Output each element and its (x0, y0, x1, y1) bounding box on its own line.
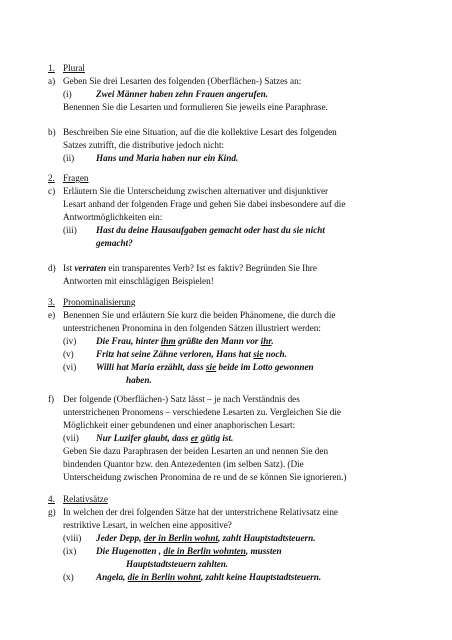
example-number: (ix) (63, 546, 77, 556)
underlined-pronoun: ihm (160, 336, 176, 346)
example-number: (viii) (63, 533, 82, 543)
section-pronominalisierung (48, 296, 418, 387)
underlined-relative-clause: die in Berlin wohnt (127, 572, 201, 582)
task-e-text: Benennen Sie und erläutern Sie kurz die beiden Phänomene, die durch die (63, 310, 336, 320)
example-vii (48, 432, 418, 445)
task-label-g: g) (48, 507, 56, 517)
example-iv (48, 335, 418, 348)
underlined-pronoun: sie (253, 349, 264, 359)
section-number: 4. (48, 494, 55, 504)
task-c-text: Antwortmöglichkeiten ein: (63, 212, 163, 222)
example-sentence: Nur Luzifer glaubt, dass er gütig ist. (96, 433, 234, 443)
task-f-text: bindenden Quantor bzw. den Antezedenten (im selben Satz). (Die (63, 459, 304, 469)
example-ii (48, 152, 418, 165)
task-a-text: Geben Sie drei Lesarten des folgenden (Oberflächen-) Satzes an: (63, 76, 302, 86)
task-g-text: In welchen der drei folgenden Sätze hat der unterstrichene Relativsatz eine (63, 507, 338, 517)
example-sentence-continued: gemacht? (96, 238, 133, 248)
section-number: 1. (48, 63, 55, 73)
task-label-d: d) (48, 263, 56, 273)
task-label-c: c) (48, 186, 56, 196)
example-number: (x) (63, 572, 74, 582)
example-vi (48, 361, 418, 374)
example-iii (48, 224, 418, 237)
underlined-pronoun: ihr (260, 336, 272, 346)
example-sentence: Willi hat Maria erzählt, dass sie beide im Lotto gewonnen (96, 362, 314, 372)
example-sentence: Die Frau, hinter ihm grüßte den Mann vor ihr. (96, 336, 274, 346)
example-sentence: Die Hugenotten , die in Berlin wohnten, mussten (96, 546, 282, 556)
task-d-text: Antworten mit einschlägigen Beispielen! (63, 276, 214, 286)
example-number: (vii) (63, 433, 79, 443)
task-f-text: Der folgende (Oberflächen-) Satz lässt – je nach Verständnis des (63, 394, 300, 404)
example-sentence: Zwei Männer haben zehn Frauen angerufen. (96, 89, 269, 99)
section-title: Plural (63, 63, 85, 73)
task-d-text: Ist verraten ein transparentes Verb? Ist es faktiv? Begründen Sie Ihre (63, 263, 317, 273)
task-label-e: e) (48, 310, 56, 320)
task-c-text: Lesart anhand der folgenden Frage und gehen Sie dabei insbesondere auf die (63, 199, 346, 209)
example-number: (i) (63, 89, 72, 99)
section-fragen (48, 172, 418, 288)
task-f-text: Unterscheidung zwischen Pronomina de re und de se können Sie ignorieren.) (63, 472, 347, 482)
task-b-text: Satzes zutrifft, die distributive jedoch nicht: (63, 140, 225, 150)
task-f-text: Geben Sie dazu Paraphrasen der beiden Lesarten an und nennen Sie den (63, 446, 329, 456)
task-a-text: Benennen Sie die Lesarten und formulieren Sie jeweils eine Paraphrase. (63, 102, 328, 112)
task-label-a: a) (48, 76, 56, 86)
underlined-relative-clause: der in Berlin wohnt (143, 533, 219, 543)
section-number: 3. (48, 297, 55, 307)
example-number: (v) (63, 349, 74, 359)
section-number: 2. (48, 173, 55, 183)
task-g-text: restriktive Lesart, in welchen eine appositive? (63, 520, 232, 530)
task-f-text: Möglichkeit einer gebundenen und einer anaphorischen Lesart: (63, 420, 296, 430)
underlined-pronoun: sie (205, 362, 217, 372)
example-number: (iv) (63, 336, 77, 346)
example-number: (vi) (63, 362, 77, 372)
example-sentence: Fritz hat seine Zähne verloren, Hans hat sie noch. (96, 349, 287, 359)
example-x (48, 571, 418, 584)
example-sentence-continued: Hauptstadtsteuern zahlten. (126, 559, 229, 569)
task-f-block (48, 393, 418, 484)
example-sentence-continued: haben. (126, 375, 152, 385)
example-i (48, 88, 418, 101)
task-f-text: unterstrichenen Pronomens – verschiedene Lesarten zu. Vergleichen Sie die (63, 407, 341, 417)
keyword-verraten: verraten (74, 263, 107, 273)
task-e-text: unterstrichenen Pronomina in den folgenden Sätzen illustriert werden: (63, 323, 321, 333)
underlined-pronoun: er (190, 433, 199, 443)
section-relativsaetze (48, 493, 418, 584)
section-title: Pronominalisierung (63, 297, 136, 307)
example-number: (iii) (63, 225, 77, 235)
task-label-f: f) (48, 394, 55, 404)
task-label-b: b) (48, 127, 56, 137)
example-sentence: Jeder Depp, der in Berlin wohnt, zahlt Hauptstadtsteuern. (96, 533, 316, 543)
example-number: (ii) (63, 153, 75, 163)
section-plural (48, 62, 418, 165)
underlined-relative-clause: die in Berlin wohnten (163, 546, 246, 556)
example-viii (48, 532, 418, 545)
example-v (48, 348, 418, 361)
section-title: Relativsätze (63, 494, 108, 504)
task-b-text: Beschreiben Sie eine Situation, auf die die kollektive Lesart des folgenden (63, 127, 337, 137)
example-sentence: Angela, die in Berlin wohnt, zahlt keine Hauptstadtsteuern. (96, 572, 322, 582)
example-ix (48, 545, 418, 558)
example-sentence: Hans und Maria haben nur ein Kind. (96, 153, 239, 163)
example-sentence: Hast du deine Hausaufgaben gemacht oder hast du sie nicht (96, 225, 325, 235)
task-c-text: Erläutern Sie die Unterscheidung zwischen alternativer und disjunktiver (63, 186, 329, 196)
section-title: Fragen (63, 173, 89, 183)
